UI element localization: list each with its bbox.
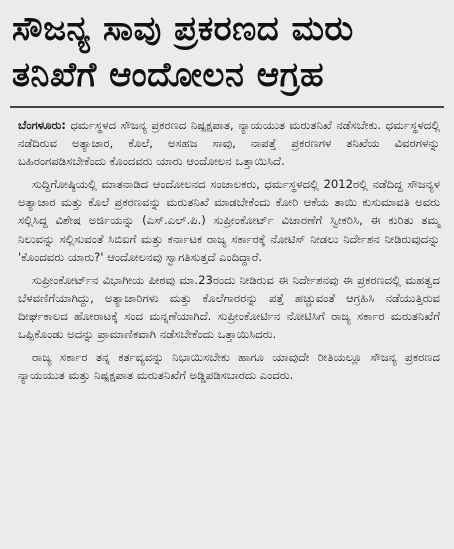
article-paragraph-1 <box>18 116 440 170</box>
article-paragraph-1-text: ಧರ್ಮಸ್ಥಳದ ಸೌಜನ್ಯ ಪ್ರಕರಣದ ನಿಷ್ಪಕ್ಷಪಾತ, ನ್ಯಾಯಯುತ ಮರುತನಿಖೆ ನಡೆಸಬೇಕು. ಧರ್ಮಸ್ಥಳದಲ್ಲಿ ನಡೆದಿರುವ ಅತ್ಯಾಚಾರ, ಕೊಲೆ, ಅಸಹಜ ಸಾವು, ನಾಪತ್ತೆ ಪ್ರಕರಣಗಳ ತನಿಖೆಯ ವಿವರಗಳನ್ನು ಬಹಿರಂಗಪಡಿಸಬೇಕೆಂದು ಕೊಂದವರು ಯಾರು ಆಂದೋಲನ ಒತ್ತಾಯಿಸಿದೆ. <box>18 118 440 169</box>
article-paragraph-3: ಸುಪ್ರೀಂಕೋರ್ಟ್‌ನ ವಿಭಾಗೀಯ ಪೀಠವು ಮಾ.23ರಂದು ನೀಡಿರುವ ಈ ನಿರ್ದೇಶನವು ಈ ಪ್ರಕರಣದಲ್ಲಿ ಮಹತ್ವದ ಬೆಳವಣಿಗೆಯಾಗಿದ್ದು, ಅತ್ಯಾಚಾರಿಗಳು ಮತ್ತು ಕೊಲೆಗಾರರನ್ನು ಪತ್ತೆ ಹಚ್ಚುವಂತೆ ಆಗ್ರಹಿಸಿ ನಡೆಯುತ್ತಿರುವ ದೀರ್ಘಕಾಲದ ಹೋರಾಟಕ್ಕೆ ಸಂದ ಮನ್ನಣೆಯಾಗಿದೆ. ಸುಪ್ರೀಂಕೋರ್ಟಿನ ನೋಟಿಸಿಗೆ ರಾಜ್ಯ ಸರ್ಕಾರ ಮರುತನಿಖೆಗೆ ಒಪ್ಪಿಕೊಂಡು ಅದನ್ನು ಪ್ರಾಮಾಣಿಕವಾಗಿ ನಡೆಸಬೇಕೆಂದು ಒತ್ತಾಯಿಸಿದರು. <box>18 272 440 342</box>
article-paragraph-4: ರಾಜ್ಯ ಸರ್ಕಾರ ತನ್ನ ಕರ್ತವ್ಯವನ್ನು ನಿಭಾಯಿಸಬೇಕು ಹಾಗೂ ಯಾವುದೇ ರೀತಿಯಲ್ಲೂ ಸೌಜನ್ಯ ಪ್ರಕರಣದ ನ್ಯಾಯಯುತ ಮತ್ತು ನಿಷ್ಪಕ್ಷಪಾತ ಮರುತನಿಖೆಗೆ ಅಡ್ಡಿಪಡಿಸಬಾರದು ಎಂದರು. <box>18 350 440 383</box>
headline-line-2: ತನಿಖೆಗೆ ಆಂದೋಲನ ಆಗ್ರಹ <box>12 55 325 95</box>
dateline: ಬೆಂಗಳೂರು: <box>18 118 66 132</box>
headline-line-1: ಸೌಜನ್ಯ ಸಾವು ಪ್ರಕರಣದ ಮರು <box>12 9 354 49</box>
headline-divider <box>10 106 444 108</box>
article-paragraph-2: ಸುದ್ದಿಗೋಷ್ಠಿಯಲ್ಲಿ ಮಾತನಾಡಿದ ಆಂದೋಲನದ ಸಂಚಾಲಕರು, ಧರ್ಮಸ್ಥಳದಲ್ಲಿ 2012ರಲ್ಲಿ ನಡೆದಿದ್ದ ಸೌಜನ್ಯಳ ಅತ್ಯಾಚಾರ ಮತ್ತು ಕೊಲೆ ಪ್ರಕರಣವನ್ನು ಮರುತನಿಖೆ ಮಾಡಬೇಕೆಂದು ಕೋರಿ ಆಕೆಯ ತಾಯಿ ಕುಸುಮಾವತಿ ಅವರು ಸಲ್ಲಿಸಿದ್ದ ವಿಶೇಷ ಅರ್ಜಿಯನ್ನು (ಎಸ್.ಎಲ್.ಪಿ.) ಸುಪ್ರೀಂಕೋರ್ಟ್ ವಿಚಾರಣೆಗೆ ಸ್ವೀಕರಿಸಿ, ಈ ಕುರಿತು ತಮ್ಮ ನಿಲುವನ್ನು ಸಲ್ಲಿಸುವಂತೆ ಸಿಬಿಐಗೆ ಮತ್ತು ಕರ್ನಾಟಕ ರಾಜ್ಯ ಸರ್ಕಾರಕ್ಕೆ ನೋಟಿಸ್ ನೀಡಲು ನಿರ್ದೇಶನ ನೀಡಿರುವುದನ್ನು 'ಕೊಂದವರು ಯಾರು?' ಆಂದೋಲನವು ಸ್ವಾಗತಿಸುತ್ತದೆ ಎಂದಿದ್ದಾರೆ. <box>18 177 440 264</box>
headline <box>0 0 454 98</box>
article-body <box>0 116 454 384</box>
